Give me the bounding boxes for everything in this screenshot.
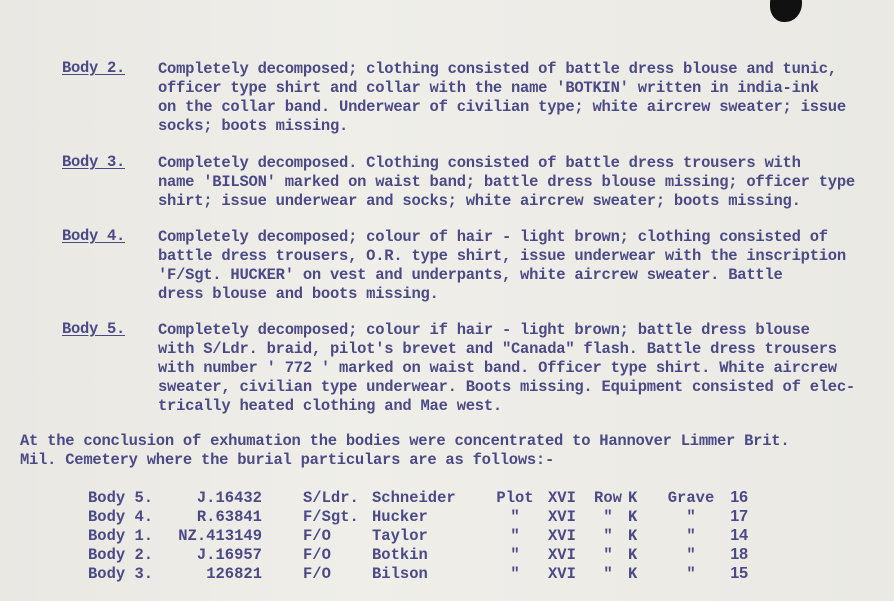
- cell-plot: XVI: [548, 508, 576, 526]
- cell-plot-label: ": [510, 527, 520, 545]
- cell-grave: 18: [730, 546, 748, 563]
- cell-grave-label: Grave: [667, 489, 715, 507]
- cell-body: Body 5.: [88, 489, 154, 507]
- cell-body: Body 1.: [88, 527, 154, 545]
- body-2-label: Body 2.: [62, 59, 126, 77]
- cell-plot: XVI: [548, 546, 576, 564]
- cell-plot: XVI: [548, 527, 576, 545]
- cell-row-label: ": [603, 508, 613, 526]
- cell-row-label: ": [603, 527, 613, 545]
- cell-grave: 15: [730, 565, 748, 582]
- cell-rank: F/Sgt.: [303, 508, 359, 526]
- cell-body: Body 2.: [88, 546, 154, 564]
- body-5-label: Body 5.: [62, 320, 126, 338]
- table-row: [0, 565, 894, 584]
- body-4-label: Body 4.: [62, 227, 126, 245]
- cell-rank: S/Ldr.: [303, 489, 359, 507]
- cell-row: K: [628, 565, 638, 583]
- cell-grave-label: ": [686, 508, 696, 526]
- cell-service-number: 126821: [206, 565, 262, 583]
- cell-service-number: NZ.413149: [178, 527, 262, 545]
- cell-row: K: [628, 546, 638, 564]
- cell-body: Body 3.: [88, 565, 154, 583]
- cell-name: Botkin: [372, 546, 428, 564]
- cell-body: Body 4.: [88, 508, 154, 526]
- body-3-description: Completely decomposed. Clothing consisted of battle dress trousers with name 'BILSON' marked on waist band; battle dress blouse missing; officer type shirt; issue underwear and socks; white aircrew sweater; boots missing.: [158, 154, 855, 210]
- cell-row: K: [628, 508, 638, 526]
- cell-rank: F/O: [303, 546, 331, 564]
- cell-row-label: ": [603, 565, 613, 583]
- cell-grave: 17: [730, 508, 748, 525]
- body-3-label: Body 3.: [62, 153, 126, 171]
- cell-row-label: Row: [594, 489, 622, 507]
- body-4-description: Completely decomposed; colour of hair - light brown; clothing consisted of battle dress trousers, O.R. type shirt, issue underwear with the inscription 'F/Sgt. HUCKER' on vest and underpants, white aircrew sweater. Battle dress blouse and boots missing.: [158, 228, 846, 303]
- table-row: [0, 527, 894, 546]
- cell-plot-label: ": [510, 565, 520, 583]
- cell-grave-label: ": [686, 546, 696, 564]
- cell-grave: 16: [730, 489, 748, 506]
- cell-plot-label: ": [510, 508, 520, 526]
- cell-plot-label: Plot: [496, 489, 534, 507]
- ink-blot: [770, 0, 802, 22]
- cell-grave-label: ": [686, 527, 696, 545]
- table-row: [0, 546, 894, 565]
- table-row: [0, 508, 894, 527]
- cell-plot: XVI: [548, 565, 576, 583]
- cell-service-number: J.16957: [196, 546, 262, 564]
- table-row: [0, 489, 894, 508]
- cell-name: Schneider: [372, 489, 456, 507]
- cell-plot-label: ": [510, 546, 520, 564]
- cell-rank: F/O: [303, 565, 331, 583]
- cell-service-number: J.16432: [196, 489, 262, 507]
- cell-plot: XVI: [548, 489, 576, 507]
- cell-name: Hucker: [372, 508, 428, 526]
- cell-row: K: [628, 527, 638, 545]
- cell-name: Taylor: [372, 527, 428, 545]
- cell-name: Bilson: [372, 565, 428, 583]
- conclusion-paragraph: At the conclusion of exhumation the bodies were concentrated to Hannover Limmer Brit. Mil. Cemetery where the burial particulars are as follows:-: [20, 432, 790, 469]
- cell-row-label: ": [603, 546, 613, 564]
- cell-service-number: R.63841: [196, 508, 262, 526]
- cell-row: K: [628, 489, 638, 507]
- body-5-description: Completely decomposed; colour if hair - light brown; battle dress blouse with S/Ldr. braid, pilot's brevet and "Canada" flash. Battle dress trousers with number ' 772 ' marked on waist band. Officer type shirt. White aircrew sweater, civilian type underwear. Boots missing. Equipment consisted of elec- trically heated clothing and Mae west.: [158, 321, 855, 415]
- body-2-description: Completely decomposed; clothing consisted of battle dress blouse and tunic, officer type shirt and collar with the name 'BOTKIN' written in india-ink on the collar band. Underwear of civilian type; white aircrew sweater; issue socks; boots missing.: [158, 60, 846, 135]
- cell-grave: 14: [730, 527, 748, 544]
- cell-rank: F/O: [303, 527, 331, 545]
- cell-grave-label: ": [686, 565, 696, 583]
